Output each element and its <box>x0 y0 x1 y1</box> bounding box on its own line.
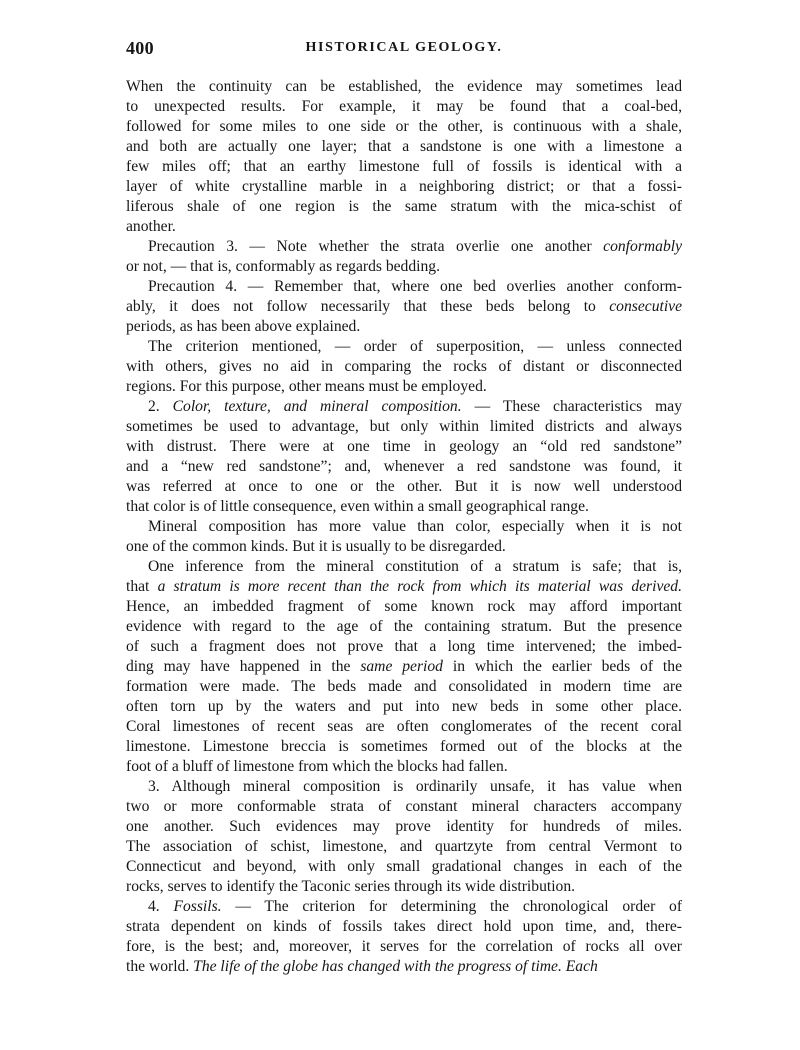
text-run: one another. Such evidences may prove identity for hundreds of miles. <box>126 818 682 835</box>
paragraph <box>126 777 682 897</box>
text-run: another. <box>126 218 176 235</box>
text-line <box>126 97 682 117</box>
text-run: rocks, serves to identify the Taconic series through its wide distribution. <box>126 878 576 895</box>
text-run: and both are actually one layer; that a sandstone is one with a limestone a <box>126 138 682 155</box>
text-run: formation were made. The beds made and consolidated in modern time are <box>126 678 682 695</box>
text-line <box>126 657 682 677</box>
text-run: or not, — that is, conformably as regards bedding. <box>126 258 440 275</box>
text-run: Hence, an imbedded fragment of some known rock may afford important <box>126 598 682 615</box>
text-line <box>126 417 682 437</box>
text-line <box>126 557 682 577</box>
italic-text: Fossils. <box>173 898 222 915</box>
text-run: Connecticut and beyond, with only small gradational changes in each of the <box>126 858 682 875</box>
text-run: few miles off; that an earthy limestone full of fossils is identical with a <box>126 158 682 175</box>
text-line <box>126 737 682 757</box>
italic-text: same period <box>360 658 443 675</box>
text-run: the world. <box>126 958 194 975</box>
text-run: foot of a bluff of limestone from which the blocks had fallen. <box>126 758 508 775</box>
text-run: with others, gives no aid in comparing the rocks of distant or disconnected <box>126 358 682 375</box>
text-run: often torn up by the waters and put into new beds in some other place. <box>126 698 682 715</box>
text-run: strata dependent on kinds of fossils takes direct hold upon time, and, there- <box>126 918 682 935</box>
text-line <box>126 637 682 657</box>
text-line <box>126 497 682 517</box>
text-run: that color is of little consequence, even within a small geographical range. <box>126 498 589 515</box>
text-run: When the continuity can be established, the evidence may sometimes lead <box>126 78 682 95</box>
paragraph <box>126 397 682 517</box>
text-run: was referred at once to one or the other. But it is now well understood <box>126 478 682 495</box>
text-line <box>126 257 682 277</box>
text-line <box>126 157 682 177</box>
text-line <box>126 217 682 237</box>
italic-text: a stratum is more recent than the rock from which its material was derived. <box>157 578 682 595</box>
paragraph <box>126 337 682 397</box>
text-run: liferous shale of one region is the same stratum with the mica-schist of <box>126 198 682 215</box>
paragraph <box>126 277 682 337</box>
italic-text: conformably <box>603 238 682 255</box>
text-run: evidence with regard to the age of the containing stratum. But the presence <box>126 618 682 635</box>
text-run: Coral limestones of recent seas are often conglomerates of the recent coral <box>126 718 682 735</box>
page-number: 400 <box>126 38 154 58</box>
text-line <box>126 377 682 397</box>
text-line <box>126 777 682 797</box>
text-run: ding may have happened in the <box>126 658 361 675</box>
text-line <box>126 77 682 97</box>
text-run: Precaution 4. — Remember that, where one bed overlies another conform- <box>148 278 682 295</box>
text-run: followed for some miles to one side or the other, is continuous with a shale, <box>126 118 682 135</box>
text-line <box>126 757 682 777</box>
text-line <box>126 537 682 557</box>
text-line <box>126 697 682 717</box>
text-run: two or more conformable strata of constant mineral characters accompany <box>126 798 682 815</box>
italic-text: consecutive <box>609 298 682 315</box>
text-line <box>126 817 682 837</box>
text-line <box>126 117 682 137</box>
text-run: 3. Although mineral composition is ordinarily unsafe, it has value when <box>148 778 682 795</box>
text-run: layer of white crystalline marble in a neighboring district; or that a fossi- <box>126 178 682 195</box>
text-run: fore, is the best; and, moreover, it serves for the correlation of rocks all over <box>126 938 682 955</box>
text-run: to unexpected results. For example, it may be found that a coal-bed, <box>126 98 682 115</box>
text-run: 4. <box>148 898 174 915</box>
text-line <box>126 597 682 617</box>
text-line <box>126 857 682 877</box>
text-line <box>126 877 682 897</box>
paragraph <box>126 237 682 277</box>
text-line <box>126 137 682 157</box>
text-line <box>126 717 682 737</box>
text-line <box>126 237 682 257</box>
running-head <box>126 38 682 60</box>
text-run: One inference from the mineral constitution of a stratum is safe; that is, <box>148 558 682 575</box>
text-line <box>126 277 682 297</box>
paragraph <box>126 77 682 237</box>
text-line <box>126 357 682 377</box>
text-line <box>126 437 682 457</box>
text-line <box>126 577 682 597</box>
text-line <box>126 337 682 357</box>
text-line <box>126 837 682 857</box>
text-run: The association of schist, limestone, and quartzyte from central Vermont to <box>126 838 682 855</box>
text-run: sometimes be used to advantage, but only within limited districts and always <box>126 418 682 435</box>
text-line <box>126 937 682 957</box>
text-line <box>126 297 682 317</box>
text-run: periods, as has been above explained. <box>126 318 361 335</box>
body-text <box>126 77 682 977</box>
text-run: 2. <box>148 398 173 415</box>
italic-text: Color, texture, and mineral composition. <box>172 398 462 415</box>
text-run: with distrust. There were at one time in geology an “old red sandstone” <box>126 438 682 455</box>
text-line <box>126 917 682 937</box>
text-line <box>126 517 682 537</box>
paragraph <box>126 517 682 557</box>
text-run: limestone. Limestone breccia is sometimes formed out of the blocks at the <box>126 738 682 755</box>
text-line <box>126 197 682 217</box>
text-run: in which the earlier beds of the <box>442 658 682 675</box>
text-run: one of the common kinds. But it is usually to be disregarded. <box>126 538 506 555</box>
paragraph <box>126 897 682 977</box>
paragraph <box>126 557 682 777</box>
italic-text: The life of the globe has changed with the progress of time. Each <box>193 958 598 975</box>
text-run: and a “new red sandstone”; and, whenever a red sandstone was found, it <box>126 458 682 475</box>
text-run: The criterion mentioned, — order of superposition, — unless connected <box>148 338 682 355</box>
running-title: HISTORICAL GEOLOGY. <box>305 40 503 55</box>
text-run: of such a fragment does not prove that a long time intervened; the imbed- <box>126 638 682 655</box>
text-line <box>126 677 682 697</box>
text-run: Precaution 3. — Note whether the strata overlie one another <box>148 238 604 255</box>
text-run: Mineral composition has more value than color, especially when it is not <box>148 518 682 535</box>
text-line <box>126 477 682 497</box>
text-line <box>126 617 682 637</box>
text-line <box>126 957 682 977</box>
text-line <box>126 457 682 477</box>
text-line <box>126 317 682 337</box>
text-line <box>126 897 682 917</box>
text-run: — These characteristics may <box>461 398 682 415</box>
text-run: — The criterion for determining the chronological order of <box>221 898 683 915</box>
text-line <box>126 797 682 817</box>
text-line <box>126 397 682 417</box>
text-run: regions. For this purpose, other means must be employed. <box>126 378 487 395</box>
text-line <box>126 177 682 197</box>
text-run: that <box>126 578 158 595</box>
text-run: ably, it does not follow necessarily that these beds belong to <box>126 298 610 315</box>
